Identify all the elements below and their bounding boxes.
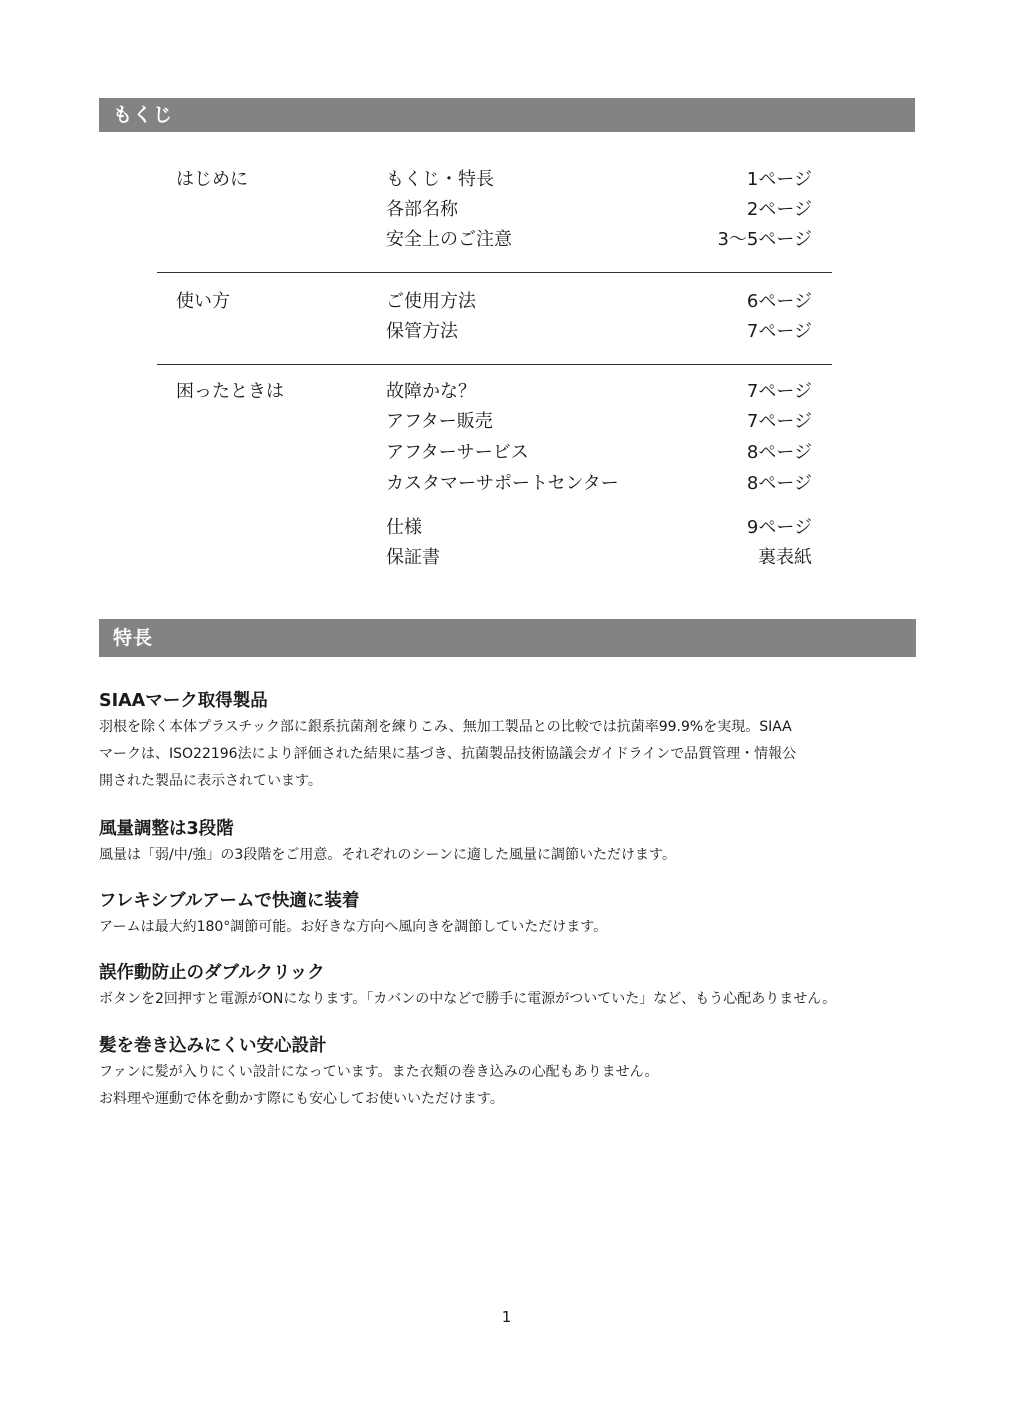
toc-entry[interactable] bbox=[386, 377, 812, 407]
toc-entry[interactable] bbox=[386, 225, 812, 255]
toc-entry-title: 各部名称 bbox=[386, 199, 458, 220]
feature-body: ボタンを2回押すと電源がONになります。「カバンの中などで勝手に電源がついていた」など、もう心配ありません。 bbox=[99, 991, 837, 1007]
toc-divider bbox=[157, 272, 832, 273]
feature-body: ファンに髪が入りにくい設計になっています。また衣類の巻き込みの心配もありません。 お料理や運動で体を動かす際にも安心してお使いいただけます。 bbox=[99, 1064, 659, 1107]
toc-entry[interactable] bbox=[386, 165, 812, 195]
feature-body: アームは最大約180°調節可能。お好きな方向へ風向きを調節していただけます。 bbox=[99, 919, 608, 935]
toc-entry-title: もくじ・特長 bbox=[386, 169, 494, 190]
toc-category: 使い方 bbox=[176, 291, 230, 312]
features-section-header: 特長 bbox=[99, 619, 916, 657]
feature-item-double-click bbox=[99, 960, 919, 1013]
toc-divider bbox=[157, 364, 832, 365]
page-number: 1 bbox=[501, 1308, 512, 1326]
toc-entry[interactable] bbox=[386, 513, 812, 543]
toc-entry-page: 3〜5ページ bbox=[717, 229, 812, 250]
toc-entry[interactable] bbox=[386, 543, 812, 573]
toc-category: 困ったときは bbox=[176, 381, 284, 402]
feature-body: 風量は「弱/中/強」の3段階をご用意。それぞれのシーンに適した風量に調節いただけます。 bbox=[99, 847, 676, 863]
toc-entry-title: 保管方法 bbox=[386, 321, 458, 342]
toc-entry[interactable] bbox=[386, 287, 812, 317]
toc-entry-title: 仕様 bbox=[386, 517, 422, 538]
toc-entry[interactable] bbox=[386, 438, 812, 468]
feature-heading: SIAAマーク取得製品 bbox=[99, 691, 268, 711]
toc-entry-page: 8ページ bbox=[746, 473, 812, 494]
feature-heading: フレキシブルアームで快適に装着 bbox=[99, 891, 360, 911]
toc-category: はじめに bbox=[176, 169, 248, 190]
toc-entry-page: 8ページ bbox=[746, 442, 812, 463]
toc-entry-title: 保証書 bbox=[386, 547, 440, 568]
toc-entry-page: 1ページ bbox=[746, 169, 812, 190]
toc-entry[interactable] bbox=[386, 317, 812, 347]
toc-entry-page: 裏表紙 bbox=[758, 547, 812, 568]
toc-entry[interactable] bbox=[386, 195, 812, 225]
toc-entry-page: 6ページ bbox=[746, 291, 812, 312]
toc-entry-title: 安全上のご注意 bbox=[386, 229, 512, 250]
toc-entry-title: カスタマーサポートセンター bbox=[386, 473, 619, 494]
toc-entry-page: 7ページ bbox=[746, 321, 812, 342]
toc-entry-page: 9ページ bbox=[746, 517, 812, 538]
feature-item-airflow bbox=[99, 816, 919, 869]
toc-entry-title: ご使用方法 bbox=[386, 291, 476, 312]
toc-entry-title: 故障かな？ bbox=[386, 381, 476, 402]
feature-item-hair-safe bbox=[99, 1033, 919, 1113]
feature-item-siaa bbox=[99, 688, 919, 795]
feature-heading: 風量調整は3段階 bbox=[99, 819, 234, 839]
feature-heading: 誤作動防止のダブルクリック bbox=[99, 963, 325, 983]
feature-item-flexible-arm bbox=[99, 888, 919, 941]
toc-entry-page: 7ページ bbox=[746, 411, 812, 432]
feature-heading: 髪を巻き込みにくい安心設計 bbox=[99, 1036, 327, 1056]
toc-entry[interactable] bbox=[386, 469, 812, 499]
toc-entry[interactable] bbox=[386, 407, 812, 437]
toc-section-header: もくじ bbox=[99, 98, 915, 132]
toc-entry-title: アフター販売 bbox=[386, 411, 493, 432]
toc-entry-page: 2ページ bbox=[746, 199, 812, 220]
feature-body: 羽根を除く本体プラスチック部に銀系抗菌剤を練りこみ、無加工製品との比較では抗菌率99.9%を実現。SIAA マークは、ISO22196法により評価された結果に基づき、抗菌製品技術協議会ガイドラインで品質管理・情報公 開された製品に表示されています。 bbox=[99, 719, 797, 789]
toc-entry-page: 7ページ bbox=[746, 381, 812, 402]
toc-entry-title: アフターサービス bbox=[386, 442, 529, 463]
